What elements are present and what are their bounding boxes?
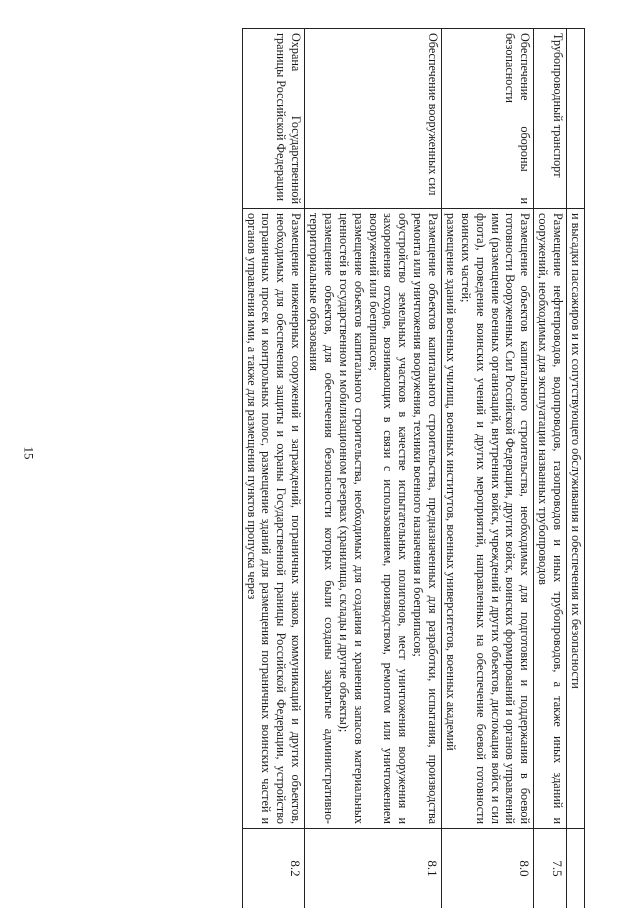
use-type-description [242, 209, 305, 829]
description-paragraph: размещение объектов капитального строительства, необходимых для создания и хранения запасов материальных ценностей в государственном и мобилизационном резервах (хранилища, склады и другие объекты); [336, 213, 366, 824]
land-use-table [242, 28, 585, 908]
description-paragraph: Размещение нефтепроводов, водопроводов, газопроводов и иных трубопроводов, а также иных зданий и сооружений, необходимых для эксплуатации названных трубопроводов [535, 213, 565, 824]
description-paragraph: Размещение объектов капитального строительства, предназначенных для разработки, испытания, производства ремонта или уничтожения вооружения, техники военного назначения и боеприпасов; [410, 213, 440, 824]
description-paragraph: и высадки пассажиров и их сопутствующего обслуживания и обеспечения их безопасности [568, 213, 583, 824]
use-type-code: 8.0 [442, 829, 534, 908]
use-type-name: Обеспечение вооруженных сил [305, 29, 442, 209]
table-row [442, 29, 534, 908]
use-type-name: Трубопроводный транспорт [534, 29, 567, 209]
table-row [534, 29, 567, 908]
table-row [242, 29, 305, 908]
table-row [305, 29, 442, 908]
use-type-code: 8.1 [305, 829, 442, 908]
table-row [567, 29, 585, 908]
description-paragraph: размещение зданий военных училищ, военных институтов, военных университетов, военных академий [443, 213, 458, 824]
use-type-description [534, 209, 567, 829]
description-paragraph: Размещение инженерных сооружений и заграждений, пограничных знаков, коммуникаций и других объектов, необходимых для обеспечения защиты и охраны Государственной границы Российской Федерации, устройство пограничных просек и контрольных полос, размещение зданий для размещения пограничных воинских частей и органов управления ими, а также для размещения пунктов пропуска через [244, 213, 304, 824]
use-type-name: Обеспечение обороны и безопасности [442, 29, 534, 209]
use-type-name: Охрана Государственной границы Российской Федерации [242, 29, 305, 209]
use-type-code [567, 829, 585, 908]
description-paragraph: Размещение объектов капитального строительства, необходимых для подготовки и поддержания в боевой готовности Вооруженных Сил Российской Федерации, других войск, воинских формирований и органов управлений ими (размещение военных организаций, внутренних войск, учреждений и других объектов, дислокация войск и сил флота), проведение воинских учений и других мероприятий, направленных на обеспечение боевой готовности воинских частей; [458, 213, 532, 824]
use-type-code: 7.5 [534, 829, 567, 908]
use-type-description [442, 209, 534, 829]
description-paragraph: размещение объектов, для обеспечения безопасности которых были созданы закрытые административно-территориальные образования [306, 213, 336, 824]
use-type-description [567, 209, 585, 829]
use-type-name [567, 29, 585, 209]
page-number: 15 [21, 447, 37, 460]
use-type-description [305, 209, 442, 829]
rotated-page [75, 28, 585, 908]
use-type-code: 8.2 [242, 829, 305, 908]
description-paragraph: обустройство земельных участков в качестве испытательных полигонов, мест уничтожения вооружения и захоронения отходов, возникающих в связи с использованием, производством, ремонтом или уничтожением вооружений или боеприпасов; [366, 213, 411, 824]
